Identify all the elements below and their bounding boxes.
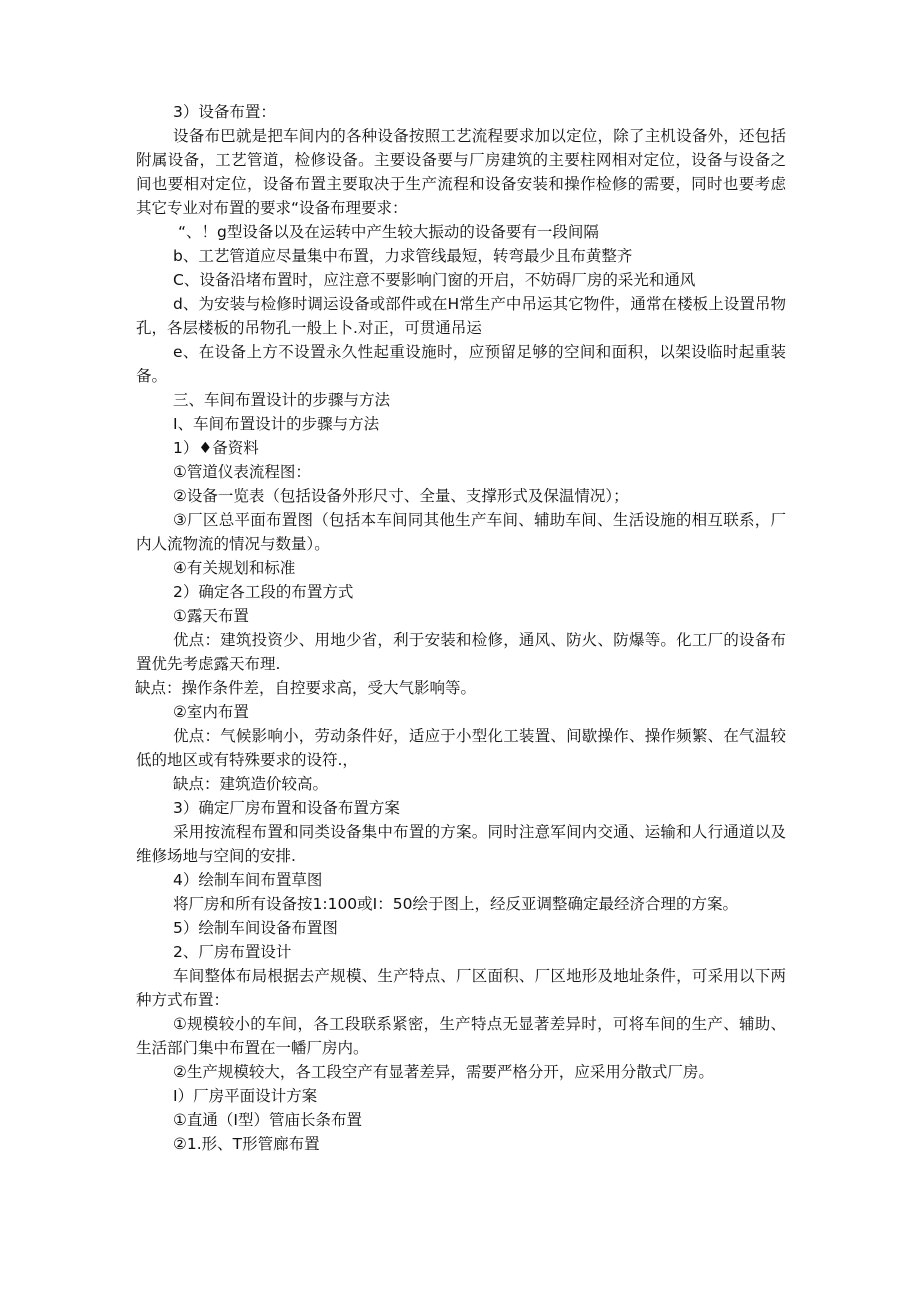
subsection-heading: I、车间布置设计的步骤与方法 <box>173 415 380 433</box>
paragraph: 设备布巴就是把车间内的各种设备按照工艺流程要求加以定位，除了主机设备外，还包括附属设备，工艺管道，检修设备。主要设备要与厂房建筑的主要柱网相对定位，设备与设备之间也要相对定位，设备布置主要取决于生产流程和设备安装和操作检修的需要，同时也要考虑其它专业对布置的要求“设备布理要求： <box>136 127 786 217</box>
paragraph: 将厂房和所有设备按1:100或I：50绘于图上，经反亚调整确定最经济合理的方案。 <box>173 895 738 913</box>
list-item: ①规模较小的车间，各工段联系紧密，生产特点无显著差异时，可将车间的生产、辅助、生活部门集中布置在一幡厂房内。 <box>136 1015 786 1057</box>
step-heading: 1）♦备资料 <box>173 439 259 457</box>
list-item: ①露天布置 <box>173 607 249 625</box>
step-heading: 5）绘制车间设备布置图 <box>173 919 338 937</box>
list-item: ②生产规模较大，各工段空产有显著差异，需要严格分开，应采用分散式厂房。 <box>173 1063 714 1081</box>
list-item: C、设备沿堵布置时，应注意不要影响门窗的开启，不妨碍厂房的采光和通风 <box>173 271 696 289</box>
list-item: ②1.形、T形管廊布置 <box>173 1135 320 1153</box>
paragraph: 缺点：操作条件差，自控要求高，受大气影响等。 <box>135 679 477 697</box>
step-heading: 2）确定各工段的布置方式 <box>173 583 354 601</box>
step-heading: I）厂房平面设计方案 <box>173 1087 318 1105</box>
list-item: “、！g型设备以及在运转中产生较大振动的设备要有一段间隔 <box>178 223 599 241</box>
paragraph: 车间整体布局根据去产规模、生产特点、厂区面积、厂区地形及地址条件，可采用以下两种方式布置： <box>136 967 786 1009</box>
paragraph: 缺点：建筑造价较高。 <box>173 775 329 793</box>
step-heading: 4）绘制车间布置草图 <box>173 871 323 889</box>
section-heading: 三、车间布置设计的步骤与方法 <box>173 391 391 409</box>
list-item: d、为安装与检修时调运设备或部件或在H常生产中吊运其它物件，通常在楼板上设置吊物孔，各层楼板的吊物孔一般上卜.对正，可贯通吊运 <box>136 295 786 337</box>
paragraph: 优点：气候影响小，劳动条件好，适应于小型化工装置、间歇操作、操作频繁、在气温较低的地区或有特殊要求的设符.， <box>136 727 786 769</box>
list-item: e、在设备上方不设置永久性起重设施时，应预留足够的空间和面积，以架设临时起重装备。 <box>136 343 786 385</box>
list-item: ①管道仪表流程图： <box>173 463 311 481</box>
paragraph: 采用按流程布置和同类设备集中布置的方案。同时注意军间内交通、运输和人行通道以及维修场地与空间的安排. <box>136 823 786 865</box>
paragraph: 优点：建筑投资少、用地少省，利于安装和检修，通风、防火、防爆等。化工厂的设备布置优先考虑露天布理. <box>136 631 786 673</box>
step-heading: 3）确定厂房布置和设备布置方案 <box>173 799 400 817</box>
list-item: ③厂区总平面布置图（包括本车间同其他生产车间、辅助车间、生活设施的相互联系，厂内人流物流的情况与数量）。 <box>136 511 786 553</box>
list-item: b、工艺管道应尽量集中布置，力求管线最短，转弯最少且布黄整齐 <box>173 247 633 265</box>
paragraph-heading: 3）设备布置： <box>173 103 276 121</box>
list-item: ②设备一览表（包括设备外形尺寸、全量、支撑形式及保温情况）； <box>173 487 629 505</box>
list-item: ①直通（I型）管庙长条布置 <box>173 1111 362 1129</box>
list-item: ④有关规划和标准 <box>173 559 296 577</box>
document-body <box>136 100 786 1156</box>
list-item: ②室内布置 <box>173 703 249 721</box>
subsection-heading: 2、厂房布置设计 <box>173 943 292 961</box>
